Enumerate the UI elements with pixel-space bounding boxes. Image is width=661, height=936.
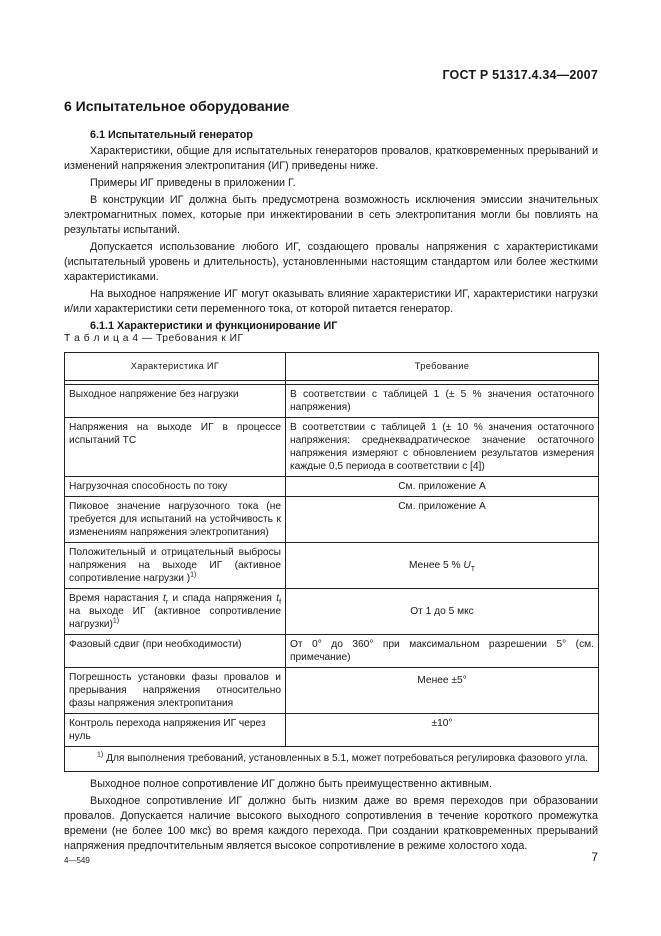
table-footnote-row (65, 747, 599, 772)
subsection-heading-6-1-1: 6.1.1 Характеристики и функционирование ИГ (90, 320, 338, 332)
symbol-u: U (463, 560, 471, 571)
table-cell: См. приложение А (286, 477, 599, 497)
paragraph: Примеры ИГ приведены в приложении Г. (90, 177, 296, 189)
cell-text: Время нарастания (69, 593, 164, 604)
table-cell: Выходное напряжение без нагрузки (65, 385, 286, 418)
subsection-heading-6-1: 6.1 Испытательный генератор (90, 129, 253, 141)
paragraph: В конструкции ИГ должна быть предусмотрена возможность исключения эмиссии значительных электромагнитных помех, которые при инжектировании в сеть электропитания могли бы повлиять на результаты испытаний. (64, 194, 598, 236)
table-row (65, 714, 599, 747)
table-cell: Нагрузочная способность по току (65, 477, 286, 497)
paragraph: Выходное полное сопротивление ИГ должно быть преимущественно активным. (90, 778, 492, 790)
cell-text: Положительный и отрицательный выбросы напряжения на выходе ИГ (активное сопротивление нагрузки ) (69, 547, 281, 584)
cell-text: и спада напряжения (168, 593, 277, 604)
footer-code: 4—549 (64, 856, 90, 865)
outro-block (64, 777, 598, 854)
symbol-subscript: f (279, 599, 282, 607)
table-cell: Погрешность установки фазы провалов и прерывания напряжения относительно фазы напряжения электропитания (65, 668, 286, 714)
footnote-ref: 1) (190, 571, 197, 579)
paragraph: На выходное напряжение ИГ могут оказывать влияние характеристики ИГ, характеристики нагрузки и/или характеристики сети переменного тока, от которой питается генератор. (64, 288, 598, 315)
cell-text: Менее 5 % (408, 560, 464, 571)
page-number: 7 (591, 850, 598, 864)
table-row (65, 418, 599, 477)
table-cell: Контроль перехода напряжения ИГ через нуль (65, 714, 286, 747)
table-cell: ±10° (286, 714, 599, 747)
paragraph: Выходное сопротивление ИГ должно быть низким даже во время переходов при образовании провалов. Допускается наличие высокого выходного сопротивления в течение короткого промежутка времени (не более 100 мкс) во время каждого перехода. При создании кратковременных прерываний напряжения предпочтительным является высокое сопротивление в режиме холостого хода. (64, 795, 598, 852)
requirements-table (64, 352, 599, 772)
intro-block (64, 128, 598, 334)
footnote-ref: 1) (112, 617, 120, 625)
table-row (65, 589, 599, 635)
table-caption: Т а б л и ц а 4 — Требования к ИГ (64, 333, 244, 344)
table-footnote (65, 747, 599, 772)
section-title: 6 Испытательное оборудование (64, 98, 290, 114)
table-row (65, 497, 599, 543)
table-cell: Пиковое значение нагрузочного тока (не требуется для испытаний на устойчивость к изменениям напряжения электропитания) (65, 497, 286, 543)
table-cell: От 0° до 360° при максимальном разрешении 5° (см. примечание) (286, 635, 599, 668)
footnote-text: Для выполнения требований, установленных в 5.1, может потребоваться регулировка фазового угла. (103, 753, 589, 764)
page-header-standard: ГОСТ Р 51317.4.34—2007 (442, 68, 598, 82)
table-cell: В соответствии с таблицей 1 (± 10 % значения остаточного напряжения: среднеквадратическое значение остаточного напряжения измеряют с обновлением результатов измерения каждые 0,5 периода в соответствии с [4]) (286, 418, 599, 477)
paragraph: Характеристики, общие для испытательных генераторов провалов, кратковременных прерываний и изменений напряжения электропитания (ИГ) приведены ниже. (64, 145, 598, 172)
table-row (65, 477, 599, 497)
table-cell (286, 543, 599, 589)
table-cell: Фазовый сдвиг (при необходимости) (65, 635, 286, 668)
table-row (65, 385, 599, 418)
table-header-row (65, 353, 599, 381)
table-row (65, 543, 599, 589)
table-cell: Менее ±5° (286, 668, 599, 714)
column-header: Требование (286, 353, 599, 381)
table-cell: В соответствии с таблицей 1 (± 5 % значения остаточного напряжения) (286, 385, 599, 418)
column-header: Характеристика ИГ (65, 353, 286, 381)
symbol-t: t (276, 593, 280, 604)
table-row (65, 635, 599, 668)
table-cell: Напряжения на выходе ИГ в процессе испытаний ТС (65, 418, 286, 477)
table-cell: См. приложение А (286, 497, 599, 543)
table-row (65, 668, 599, 714)
footnote-mark: 1) (97, 751, 104, 759)
cell-text: на выходе ИГ (активное сопротивление нагрузки) (69, 606, 281, 630)
symbol-subscript: T (470, 566, 476, 574)
table-cell: От 1 до 5 мкс (286, 589, 599, 635)
symbol-subscript: r (165, 599, 169, 607)
paragraph: Допускается использование любого ИГ, создающего провалы напряжения с характеристиками (испытательный уровень и длительность), установленными настоящим стандартом или более жесткими характеристиками. (64, 241, 598, 283)
symbol-t: t (163, 593, 166, 604)
table-cell (65, 589, 286, 635)
table-cell (65, 543, 286, 589)
